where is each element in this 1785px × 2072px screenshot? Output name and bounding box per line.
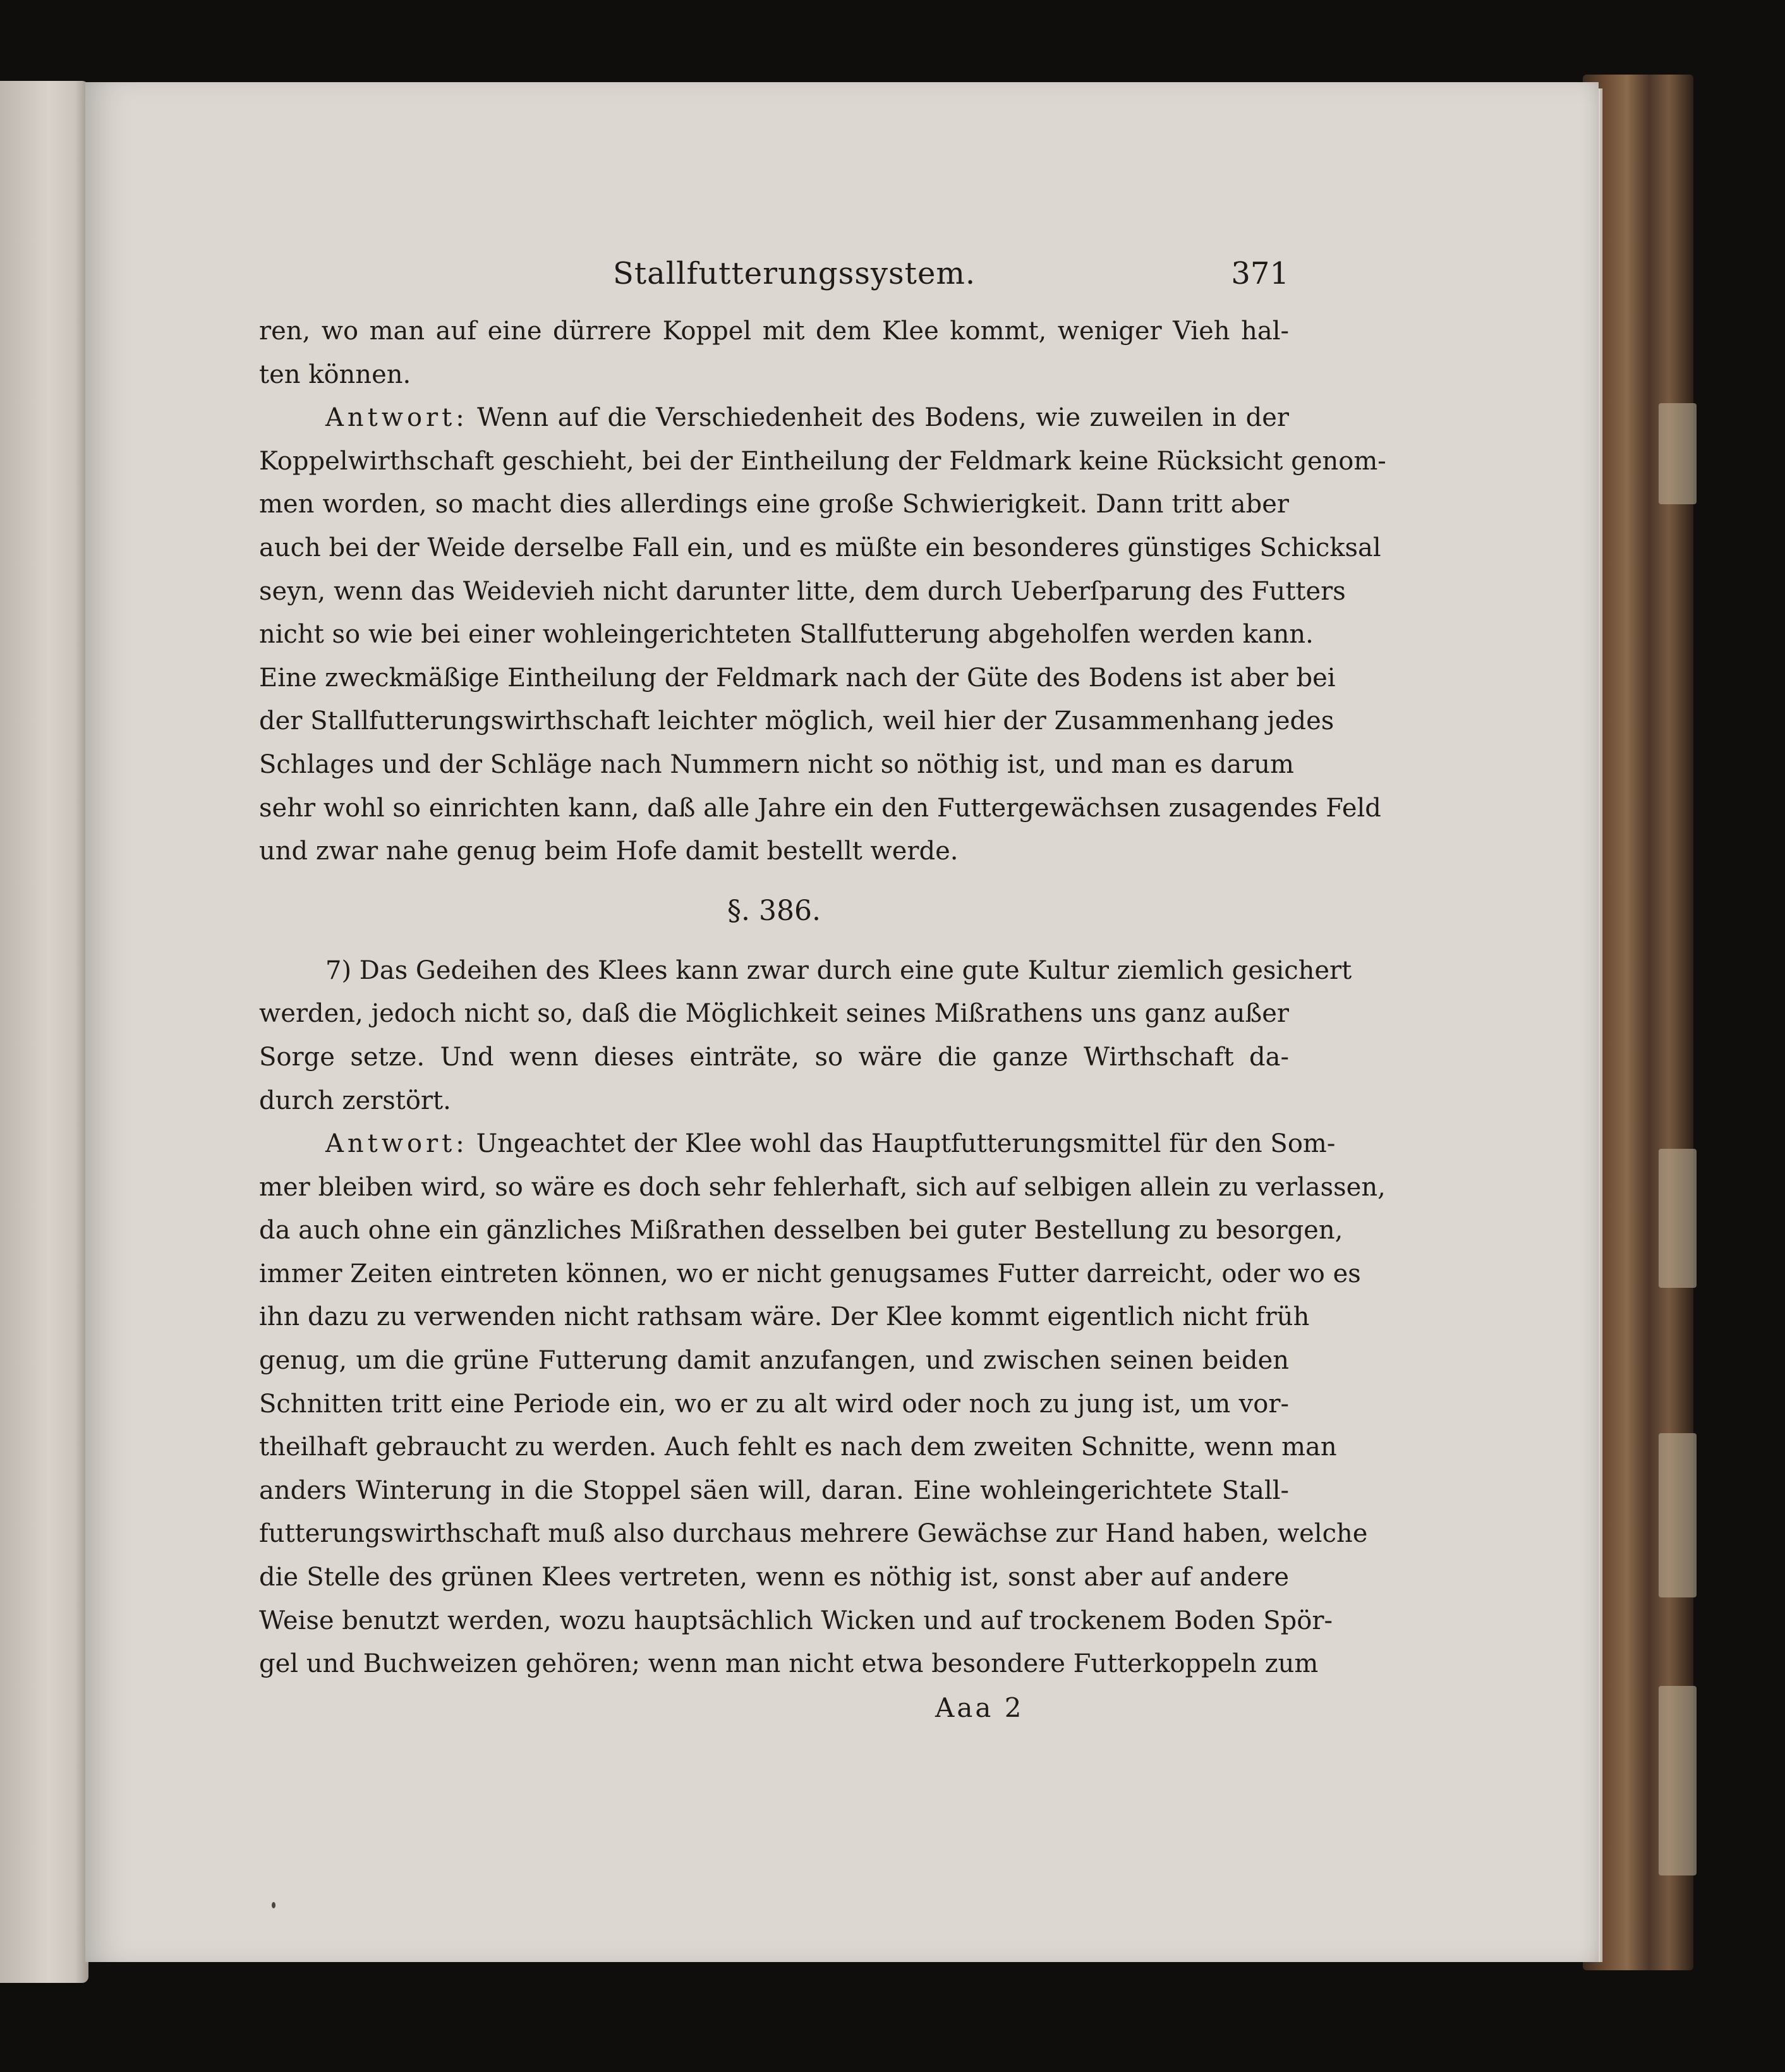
text-line: Koppelwirthschaft geschieht, bei der Eintheilung der Feldmark keine Rücksicht genom-	[259, 446, 1386, 476]
text-line: da auch ohne ein gänzliches Mißrathen desselben bei guter Bestellung zu besorgen,	[259, 1216, 1343, 1245]
text-line: nicht so wie bei einer wohleingerichteten Stallfutterung abgeholfen werden kann.	[259, 620, 1314, 650]
text-line: genug, um die grüne Futterung damit anzufangen, und zwischen seinen beiden	[259, 1346, 1289, 1376]
text-line: gel und Buchweizen gehören; wenn man nicht etwa besondere Futterkoppeln zum	[259, 1649, 1319, 1679]
text-line: Schlages und der Schläge nach Nummern nicht so nöthig ist, und man es darum	[259, 749, 1294, 779]
text-line: Weise benutzt werden, wozu hauptsächlich Wicken und auf trockenem Boden Spör-	[259, 1606, 1333, 1635]
answer-paragraph-2	[259, 1122, 1386, 1686]
text-line: futterungswirthschaft muß also durchaus mehrere Gewächse zur Hand haben, welche	[259, 1519, 1368, 1549]
text-line: 7) Das Gedeihen des Klees kann zwar durch eine gute Kultur ziemlich gesichert	[325, 955, 1352, 985]
answer-label: Antwort:	[325, 403, 468, 433]
answer-paragraph-1	[259, 396, 1386, 873]
text-line: Eine zweckmäßige Eintheilung der Feldmark nach der Güte des Bodens ist aber bei	[259, 663, 1336, 693]
text-line: Schnitten tritt eine Periode ein, wo er zu alt wird oder noch zu jung ist, um vor-	[259, 1389, 1289, 1419]
text-line: mer bleiben wird, so wäre es doch sehr fehlerhaft, sich auf selbigen allein zu verlassen,	[259, 1172, 1386, 1202]
text-line: und zwar nahe genug beim Hofe damit bestellt werde.	[259, 837, 959, 866]
answer-first-line: Wenn auf die Verschiedenheit des Bodens, wie zuweilen in der	[477, 403, 1290, 433]
text-line: immer Zeiten eintreten können, wo er nicht genugsames Futter darreicht, oder wo es	[259, 1259, 1361, 1288]
running-title: Stallfutterungssystem.	[613, 256, 976, 291]
text-line: Sorge setze. Und wenn dieses einträte, so wäre die ganze Wirthschaft da-	[259, 1042, 1289, 1072]
text-line: sehr wohl so einrichten kann, daß alle Jahre ein den Futtergewächsen zusagendes Feld	[259, 793, 1381, 823]
text-line: der Stallfutterungswirthschaft leichter möglich, weil hier der Zusammenhang jedes	[259, 706, 1334, 736]
text-line	[259, 1122, 1336, 1166]
running-head	[259, 250, 1289, 310]
section-heading: §. 386.	[727, 894, 821, 927]
binding-wear-patch	[1659, 1433, 1697, 1597]
text-line	[259, 396, 1289, 440]
text-line: werden, jedoch nicht so, daß die Möglichkeit seines Mißrathens uns ganz außer	[259, 999, 1289, 1029]
text-line: durch zerstört.	[259, 1086, 451, 1115]
facing-page-edge	[0, 81, 88, 1983]
page-number: 371	[1231, 256, 1289, 291]
page-text	[259, 250, 1386, 1730]
text-line: anders Winterung in die Stoppel säen will, daran. Eine wohleingerichtete Stall-	[259, 1475, 1289, 1505]
signature-catchword: Aaa 2	[935, 1692, 1024, 1723]
text-line: ren, wo man auf eine dürrere Koppel mit dem Klee kommt, weniger Vieh hal-	[259, 317, 1289, 346]
ink-speck	[272, 1902, 275, 1908]
text-line: ihn dazu zu verwenden nicht rathsam wäre. Der Klee kommt eigentlich nicht früh	[259, 1302, 1310, 1332]
answer-label: Antwort:	[325, 1129, 468, 1159]
binding-wear-patch	[1659, 403, 1697, 504]
answer-first-line: Ungeachtet der Klee wohl das Hauptfutterungsmittel für den Som-	[476, 1129, 1336, 1159]
text-line: auch bei der Weide derselbe Fall ein, und es müßte ein besonderes günstiges Schicksal	[259, 533, 1381, 562]
text-line: men worden, so macht dies allerdings eine große Schwierigkeit. Dann tritt aber	[259, 490, 1289, 519]
point-7-paragraph	[259, 949, 1352, 1122]
binding-wear-patch	[1659, 1149, 1697, 1288]
text-line: seyn, wenn das Weidevieh nicht darunter litte, dem durch Ueberſparung des Futters	[259, 576, 1346, 606]
text-line: die Stelle des grünen Klees vertreten, wenn es nöthig ist, sonst aber auf andere	[259, 1563, 1289, 1592]
binding-wear-patch	[1659, 1686, 1697, 1875]
text-line: ten können.	[259, 360, 411, 389]
text-line: theilhaft gebraucht zu werden. Auch fehlt es nach dem zweiten Schnitte, wenn man	[259, 1433, 1337, 1462]
paragraph-continuation	[259, 310, 1289, 396]
